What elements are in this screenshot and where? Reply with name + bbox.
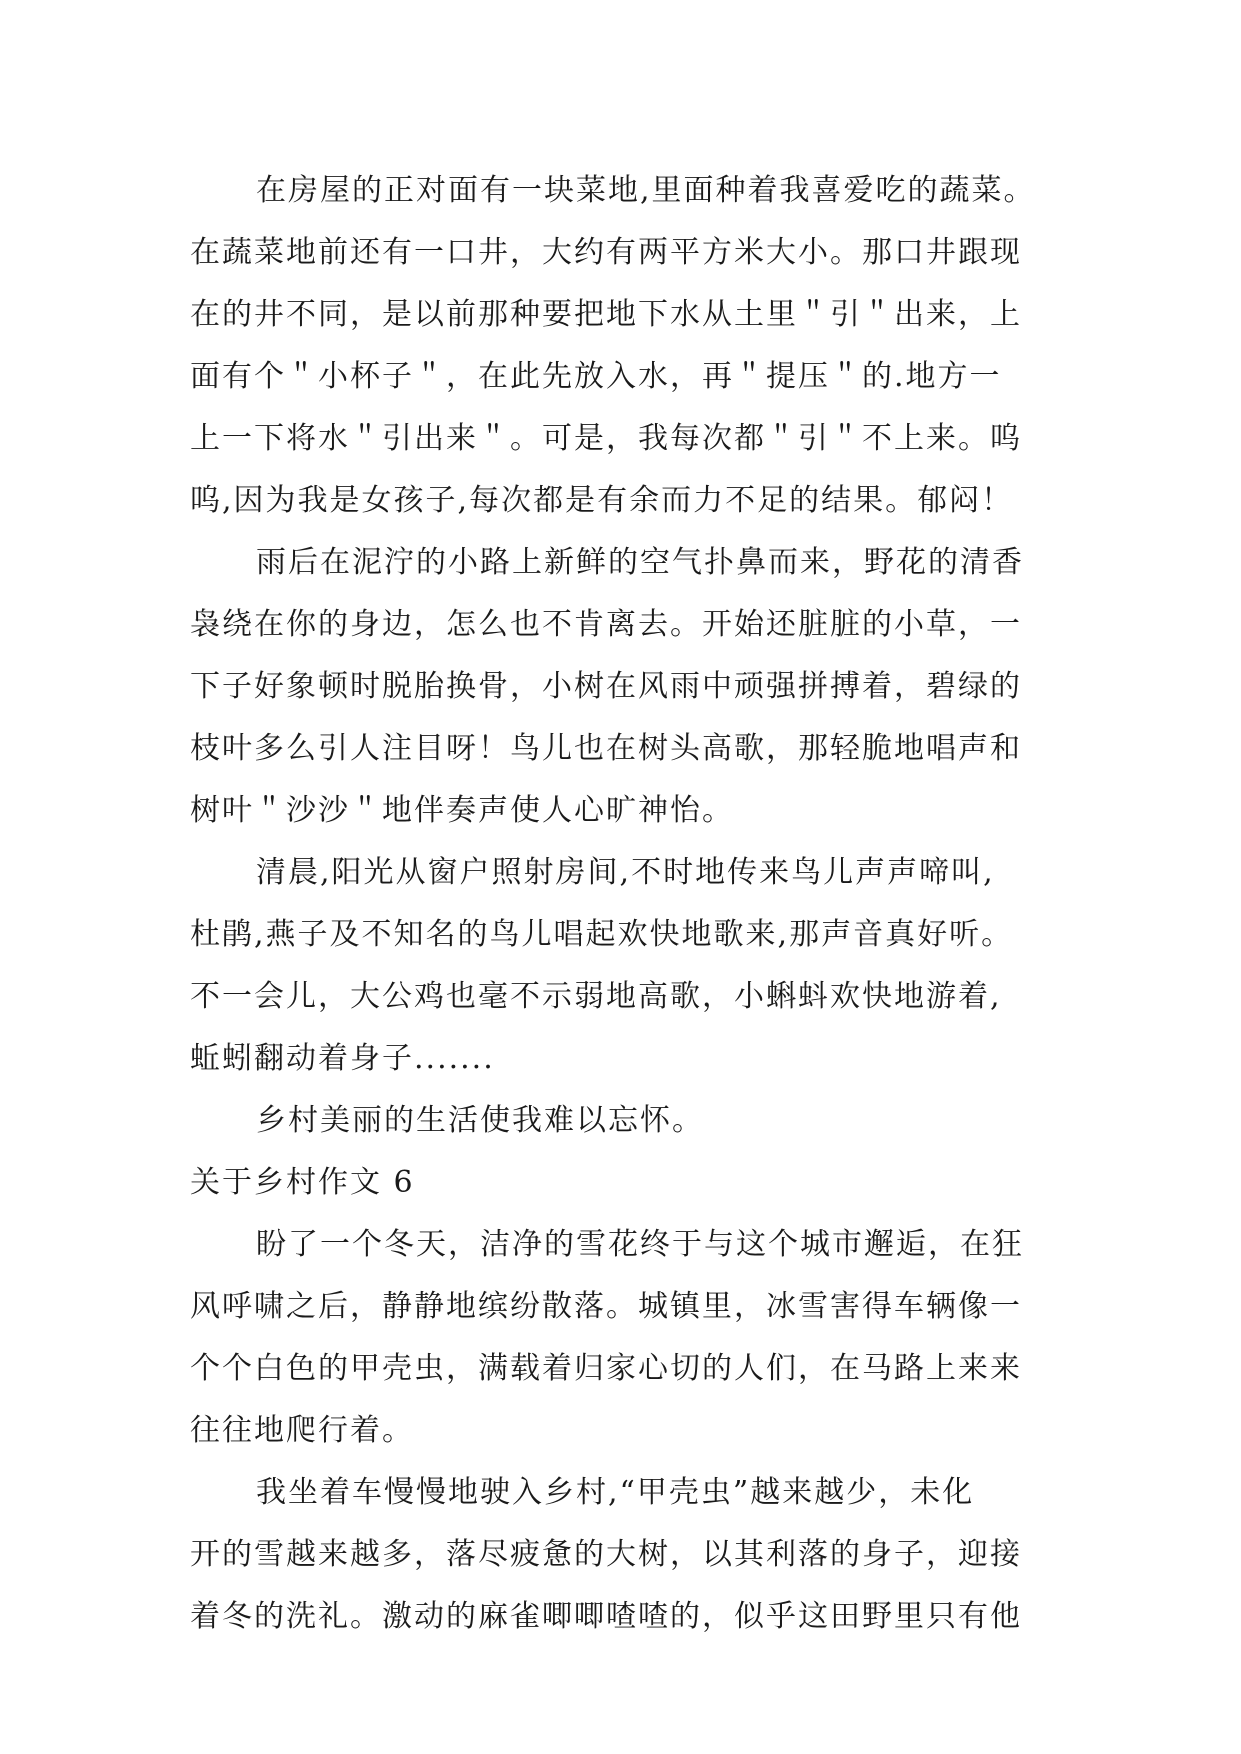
text-line: 风呼啸之后，静静地缤纷散落。城镇里，冰雪害得车辆像一 <box>190 1289 1022 1324</box>
paragraph <box>190 1214 1070 1462</box>
text-line: 清晨,阳光从窗户照射房间,不时地传来鸟儿声声啼叫, <box>256 855 995 890</box>
text-line: 面有个＂小杯子＂，在此先放入水，再＂提压＂的.地方一 <box>190 359 1002 394</box>
paragraph <box>190 1090 1070 1152</box>
document-body <box>190 160 1070 1648</box>
text-line: 杜鹃,燕子及不知名的鸟儿唱起欢快地歌来,那声音真好听。 <box>190 917 1014 952</box>
text-line: 我坐着车慢慢地驶入乡村,“甲壳虫”越来越少，未化 <box>256 1475 975 1510</box>
text-line: 上一下将水＂引出来＂。可是，我每次都＂引＂不上来。呜 <box>190 421 1022 456</box>
text-line: 在的井不同，是以前那种要把地下水从土里＂引＂出来，上 <box>190 297 1022 332</box>
paragraph <box>190 1462 1070 1648</box>
text-line: 开的雪越来越多，落尽疲惫的大树，以其利落的身子，迎接 <box>190 1537 1022 1572</box>
section-heading: 关于乡村作文 6 <box>190 1165 415 1200</box>
text-line: 枝叶多么引人注目呀！鸟儿也在树头高歌，那轻脆地唱声和 <box>190 731 1022 766</box>
text-line: 在蔬菜地前还有一口井，大约有两平方米大小。那口井跟现 <box>190 235 1022 270</box>
text-line: 在房屋的正对面有一块菜地,里面种着我喜爱吃的蔬菜。 <box>256 173 1036 208</box>
text-line: 盼了一个冬天，洁净的雪花终于与这个城市邂逅，在狂 <box>256 1227 1024 1262</box>
text-line: 雨后在泥泞的小路上新鲜的空气扑鼻而来，野花的清香 <box>256 545 1024 580</box>
text-line: 树叶＂沙沙＂地伴奏声使人心旷神怡。 <box>190 793 734 828</box>
text-line: 乡村美丽的生活使我难以忘怀。 <box>256 1103 704 1138</box>
text-line: 着冬的洗礼。激动的麻雀唧唧喳喳的，似乎这田野里只有他 <box>190 1599 1022 1634</box>
paragraph <box>190 160 1070 532</box>
paragraph <box>190 842 1070 1090</box>
text-line: 袅绕在你的身边，怎么也不肯离去。开始还脏脏的小草，一 <box>190 607 1022 642</box>
paragraph <box>190 532 1070 842</box>
text-line: 蚯蚓翻动着身子....... <box>190 1041 495 1076</box>
text-line: 不一会儿，大公鸡也毫不示弱地高歌，小蝌蚪欢快地游着, <box>190 979 1002 1014</box>
text-line: 往往地爬行着。 <box>190 1413 414 1448</box>
text-line: 个个白色的甲壳虫，满载着归家心切的人们，在马路上来来 <box>190 1351 1022 1386</box>
text-line: 下子好象顿时脱胎换骨，小树在风雨中顽强拼搏着，碧绿的 <box>190 669 1022 704</box>
text-line: 呜,因为我是女孩子,每次都是有余而力不足的结果。郁闷！ <box>190 483 1014 518</box>
